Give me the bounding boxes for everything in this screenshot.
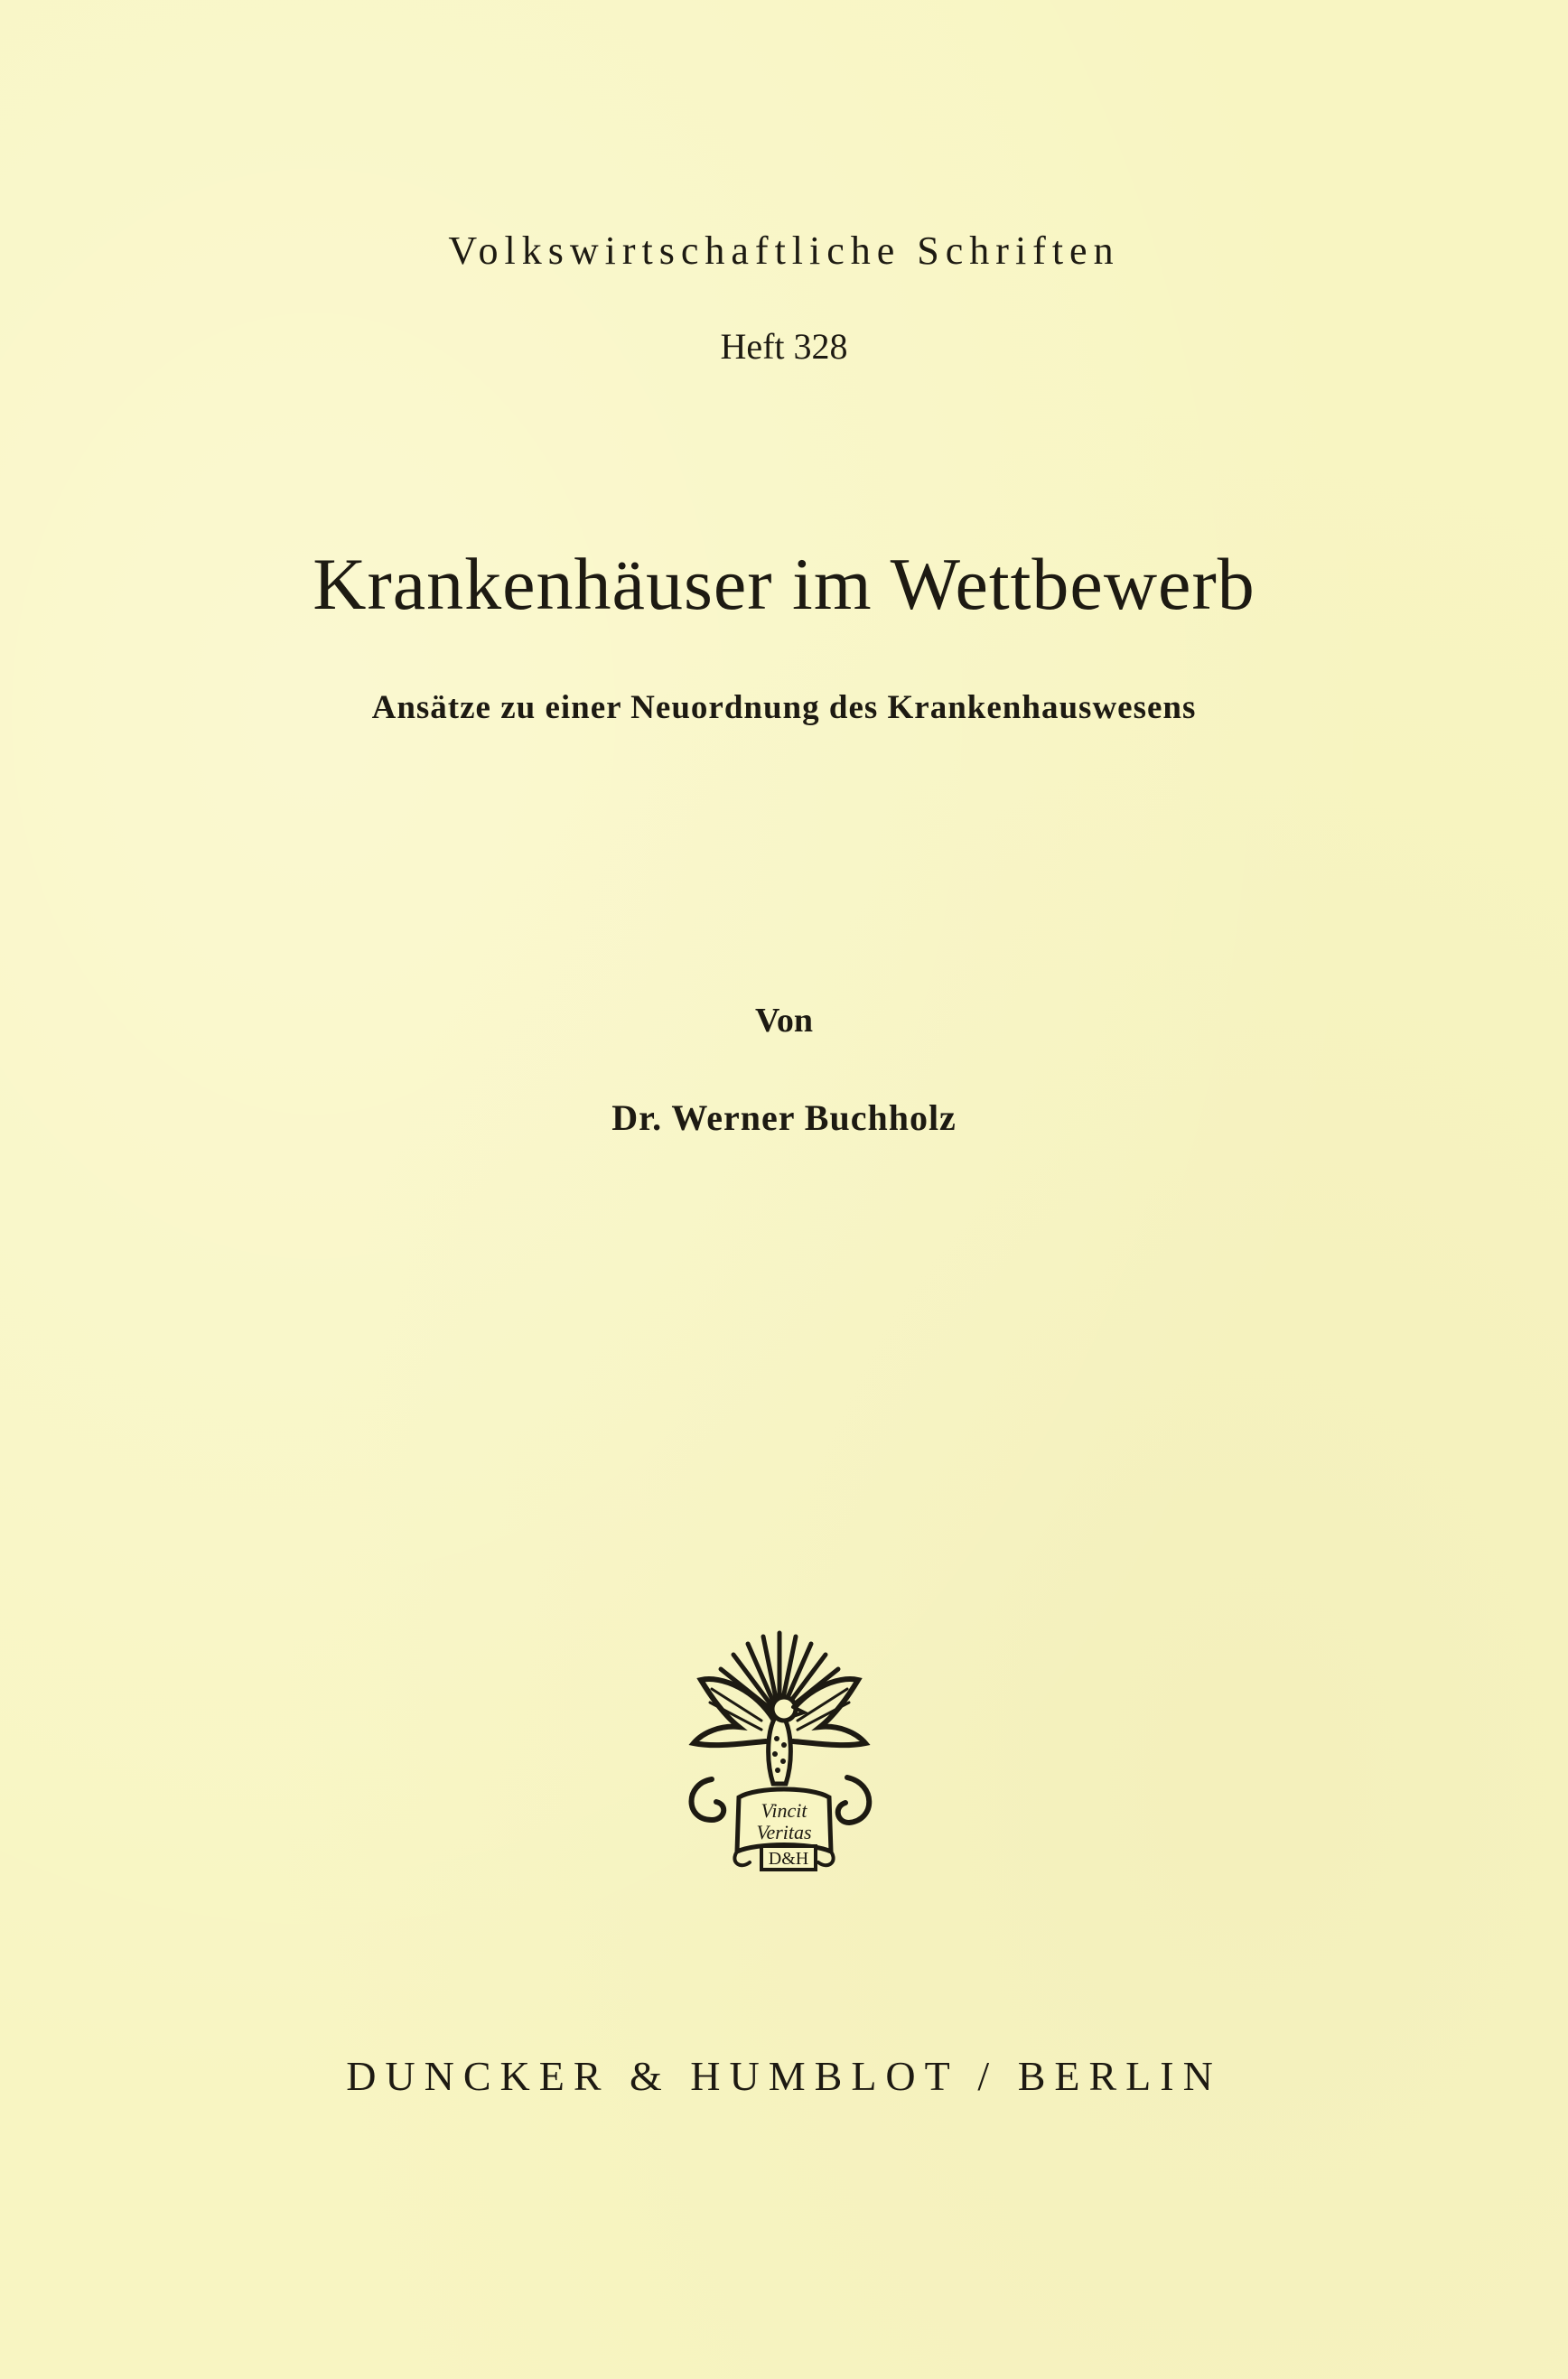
book-title: Krankenhäuser im Wettbewerb — [313, 543, 1255, 625]
svg-text:D&H: D&H — [768, 1849, 809, 1869]
series-title: Volkswirtschaftliche Schriften — [448, 229, 1120, 273]
book-subtitle: Ansätze zu einer Neuordnung des Krankenhauswesens — [371, 689, 1197, 726]
by-label: Von — [754, 1002, 814, 1040]
svg-text:Veritas: Veritas — [756, 1821, 812, 1843]
publisher-imprint: DUNCKER & HUMBLOT / BERLIN — [346, 2053, 1222, 2099]
issue-number: Heft 328 — [720, 326, 848, 367]
svg-text:Vincit: Vincit — [761, 1799, 807, 1822]
author-name: Dr. Werner Buchholz — [611, 1097, 957, 1138]
eagle-publisher-emblem-icon — [676, 1626, 883, 1879]
